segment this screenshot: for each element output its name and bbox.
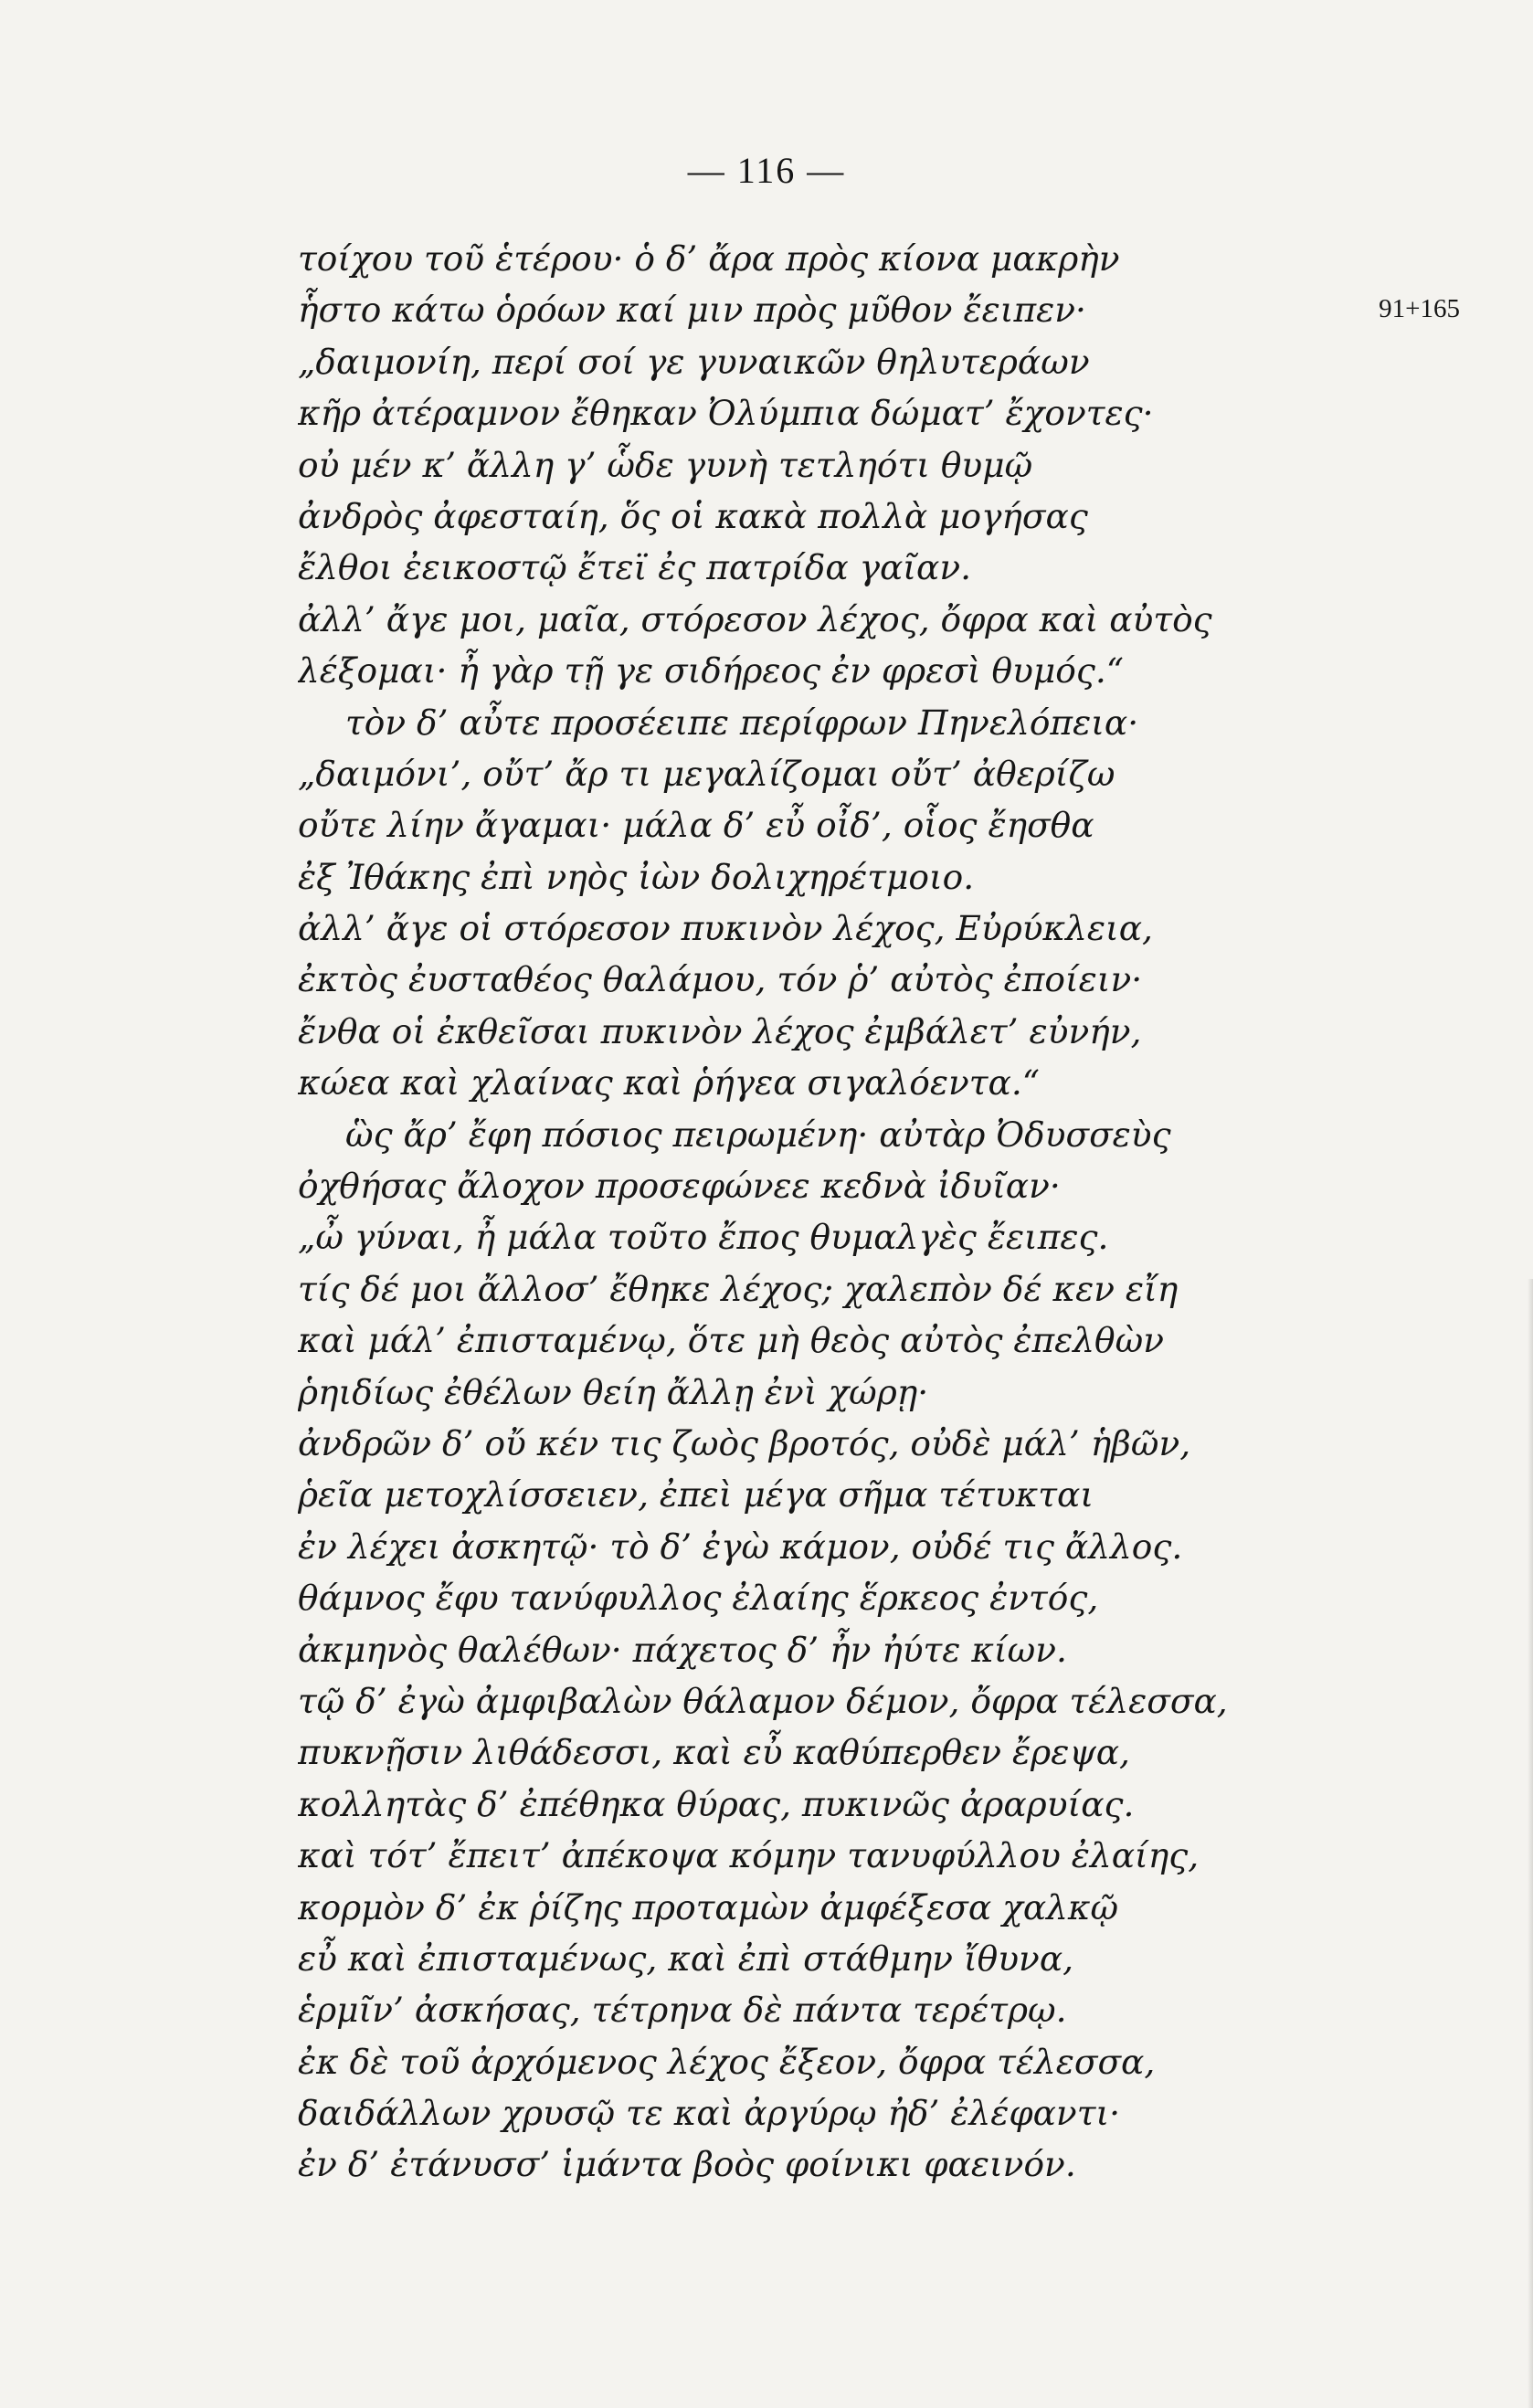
verse-line: κορμὸν δ’ ἐκ ῥίζης προταμὼν ἀμφέξεσα χαλκῷ: [298, 1886, 1119, 1927]
verse-line: „δαιμόνι’, οὔτ’ ἄρ τι μεγαλίζομαι οὔτ’ ἀθερίζω: [298, 753, 1115, 794]
verse-line: ὀχθήσας ἄλοχον προσεφώνεε κεδνὰ ἰδυῖαν·: [298, 1166, 1061, 1207]
verse-line: „ὦ γύναι, ἦ μάλα τοῦτο ἔπος θυμαλγὲς ἔειπες.: [298, 1217, 1109, 1258]
verse-line: ἀλλ’ ἄγε μοι, μαῖα, στόρεσον λέχος, ὄφρα καὶ αὐτὸς: [298, 598, 1212, 639]
verse-line: ἐκ δὲ τοῦ ἀρχόμενος λέχος ἔξεον, ὄφρα τέλεσσα,: [298, 2041, 1156, 2082]
verse-line: „δαιμονίη, περί σοί γε γυναικῶν θηλυτεράων: [298, 341, 1090, 382]
verse-line: καὶ μάλ’ ἐπισταμένῳ, ὅτε μὴ θεὸς αὐτὸς ἐπελθὼν: [298, 1320, 1164, 1361]
verse-line: ῥηιδίως ἐθέλων θείη ἄλλῃ ἐνὶ χώρῃ·: [298, 1371, 929, 1412]
verse-line: τοίχου τοῦ ἑτέρου· ὁ δ’ ἄρα πρὸς κίονα μακρὴν: [298, 238, 1120, 279]
verse-line: ὣς ἄρ’ ἔφη πόσιος πειρωμένη· αὐτὰρ Ὀδυσσεὺς: [345, 1114, 1171, 1155]
verse-line: ἐν δ’ ἐτάνυσσ’ ἱμάντα βοὸς φοίνικι φαεινόν.: [298, 2144, 1076, 2185]
verse-line: ἐν λέχει ἀσκητῷ· τὸ δ’ ἐγὼ κάμον, οὐδέ τις ἄλλος.: [298, 1526, 1183, 1567]
poem-text: [298, 233, 1339, 2191]
verse-line: καὶ τότ’ ἔπειτ’ ἀπέκοψα κόμην τανυφύλλου ἐλαίης,: [298, 1835, 1200, 1876]
verse-line: λέξομαι· ἦ γὰρ τῇ γε σιδήρεος ἐν φρεσὶ θυμός.“: [298, 650, 1124, 692]
verse-line: πυκνῇσιν λιθάδεσσι, καὶ εὖ καθύπερθεν ἔρεψα,: [298, 1732, 1130, 1773]
verse-line: τῷ δ’ ἐγὼ ἀμφιβαλὼν θάλαμον δέμον, ὄφρα τέλεσσα,: [298, 1680, 1228, 1721]
verse-line: ἀκμηνὸς θαλέθων· πάχετος δ’ ἦν ἠύτε κίων.: [298, 1629, 1067, 1670]
verse-line: ἧστο κάτω ὁρόων καί μιν πρὸς μῦθον ἔειπεν·: [298, 290, 1086, 331]
verse-line: ἐξ Ἰθάκης ἐπὶ νηὸς ἰὼν δολιχηρέτμοιο.: [298, 856, 975, 897]
verse-line: ἔλθοι ἐεικοστῷ ἔτεϊ ἐς πατρίδα γαῖαν.: [298, 547, 972, 588]
verse-line: ἀνδρῶν δ’ οὔ κέν τις ζωὸς βροτός, οὐδὲ μάλ’ ἡβῶν,: [298, 1422, 1191, 1463]
verse-line: τὸν δ’ αὖτε προσέειπε περίφρων Πηνελόπεια·: [345, 702, 1139, 743]
verse-line: ῥεῖα μετοχλίσσειεν, ἐπεὶ μέγα σῆμα τέτυκται: [298, 1474, 1094, 1516]
verse-line: κολλητὰς δ’ ἐπέθηκα θύρας, πυκινῶς ἀραρυίας.: [298, 1783, 1135, 1824]
verse-line: ἐκτὸς ἐυσταθέος θαλάμου, τόν ῥ’ αὐτὸς ἐποίειν·: [298, 959, 1143, 1000]
verse-line: ἑρμῖν’ ἀσκήσας, τέτρηνα δὲ πάντα τερέτρῳ.: [298, 1990, 1067, 2031]
verse-line: κώεα καὶ χλαίνας καὶ ῥήγεα σιγαλόεντα.“: [298, 1062, 1040, 1104]
verse-line: οὔτε λίην ἄγαμαι· μάλα δ’ εὖ οἶδ’, οἷος ἔησθα: [298, 805, 1094, 846]
page-edge-shadow: [1528, 1279, 1533, 2408]
verse-line: οὐ μέν κ’ ἄλλη γ’ ὧδε γυνὴ τετληότι θυμῷ: [298, 444, 1033, 485]
verse-line: ἀλλ’ ἄγε οἱ στόρεσον πυκινὸν λέχος, Εὐρύκλεια,: [298, 908, 1153, 949]
verse-line: θάμνος ἔφυ τανύφυλλος ἐλαίης ἕρκεος ἐντός,: [298, 1578, 1099, 1619]
page-number: — 116 —: [687, 150, 846, 191]
verse-line: τίς δέ μοι ἄλλοσ’ ἔθηκε λέχος; χαλεπὸν δέ κεν εἴη: [298, 1268, 1179, 1309]
verse-line: δαιδάλλων χρυσῷ τε καὶ ἀργύρῳ ἠδ’ ἐλέφαντι·: [298, 2093, 1121, 2134]
verse-line: εὖ καὶ ἐπισταμένως, καὶ ἐπὶ στάθμην ἴθυνα,: [298, 1938, 1074, 1979]
verse-line: ἔνθα οἱ ἐκθεῖσαι πυκινὸν λέχος ἐμβάλετ’ εὐνήν,: [298, 1010, 1142, 1051]
line-reference: 91+165: [1379, 294, 1460, 323]
verse-line: ἀνδρὸς ἀφεσταίη, ὅς οἱ κακὰ πολλὰ μογήσας: [298, 495, 1088, 536]
verse-line: κῆρ ἀτέραμνον ἔθηκαν Ὀλύμπια δώματ’ ἔχοντες·: [298, 393, 1154, 434]
